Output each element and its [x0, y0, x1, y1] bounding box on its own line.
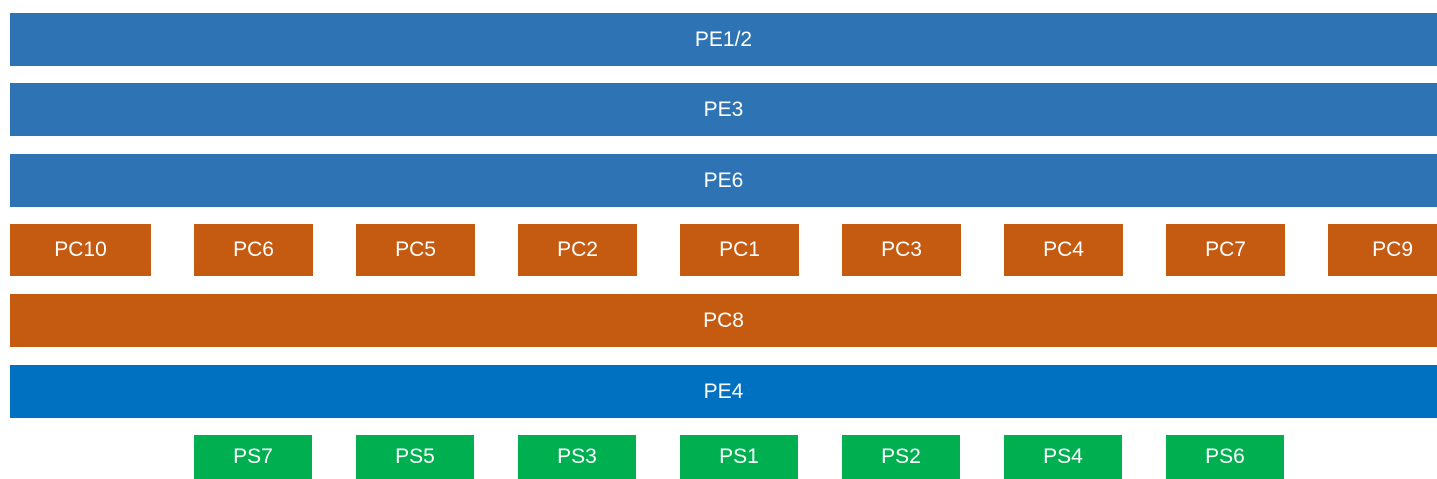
box-pc1: PC1: [680, 224, 799, 276]
box-pc10: PC10: [10, 224, 151, 276]
box-pc3: PC3: [842, 224, 961, 276]
box-pc9: PC9: [1328, 224, 1437, 276]
bar-pe1-2: PE1/2: [10, 13, 1437, 66]
box-ps4: PS4: [1004, 435, 1122, 479]
bar-pe4: PE4: [10, 365, 1437, 418]
box-ps7: PS7: [194, 435, 312, 479]
bar-pc8: PC8: [10, 294, 1437, 347]
bar-pe3: PE3: [10, 83, 1437, 136]
box-pc6: PC6: [194, 224, 313, 276]
box-pc7: PC7: [1166, 224, 1285, 276]
box-ps3: PS3: [518, 435, 636, 479]
bar-pe6: PE6: [10, 154, 1437, 207]
box-pc4: PC4: [1004, 224, 1123, 276]
box-pc2: PC2: [518, 224, 637, 276]
box-ps2: PS2: [842, 435, 960, 479]
box-ps6: PS6: [1166, 435, 1284, 479]
box-ps1: PS1: [680, 435, 798, 479]
box-pc5: PC5: [356, 224, 475, 276]
box-ps5: PS5: [356, 435, 474, 479]
